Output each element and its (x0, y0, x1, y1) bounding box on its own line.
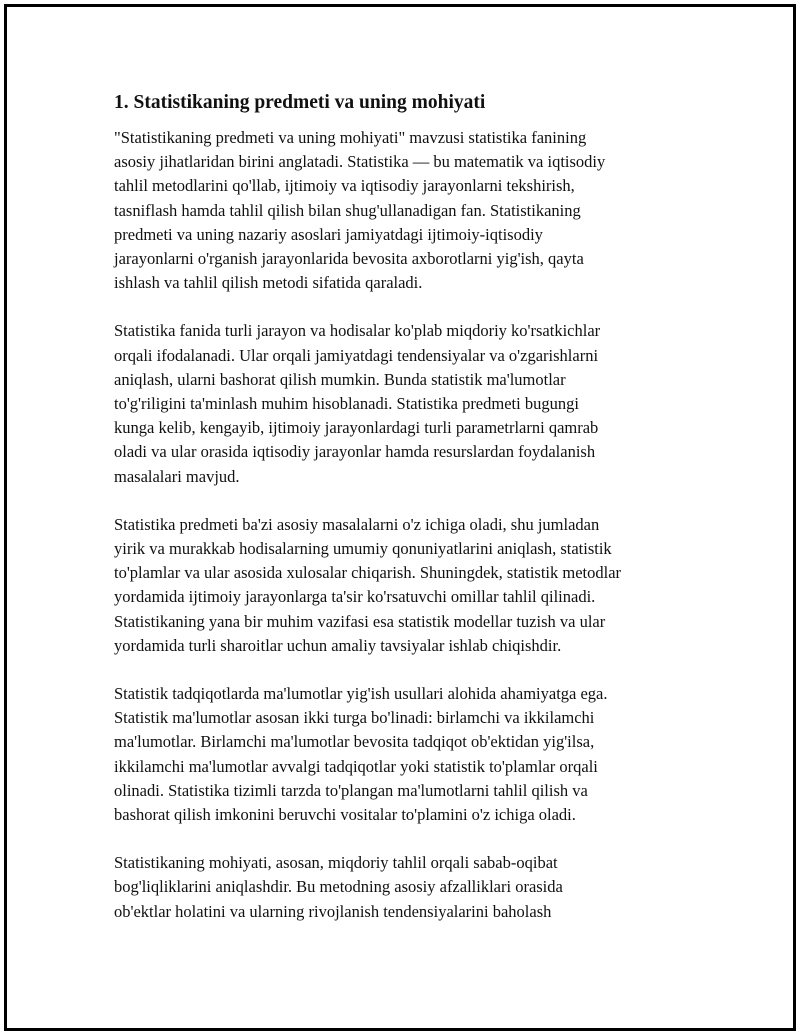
text-line: masalalari mavjud. (114, 466, 240, 486)
text-line: Statistik ma'lumotlar asosan ikki turga bo'linadi: birlamchi va ikkilamchi (114, 708, 595, 728)
text-line: ma'lumotlar. Birlamchi ma'lumotlar bevosita tadqiqot ob'ektidan yig'ilsa, (114, 732, 595, 752)
text-line: Statistikaning yana bir muhim vazifasi esa statistik modellar tuzish va ular (114, 611, 606, 631)
text-line: to'g'riligini ta'minlash muhim hisoblanadi. Statistika predmeti bugungi (114, 394, 579, 414)
text-line: yordamida ijtimoiy jarayonlarga ta'sir ko'rsatuvchi omillar tahlil qilinadi. (114, 587, 596, 607)
document-body (114, 90, 694, 948)
text-line: olinadi. Statistika tizimli tarzda to'plangan ma'lumotlarni tahlil qilish va (114, 780, 588, 800)
text-line: yirik va murakkab hodisalarning umumiy qonuniyatlarini aniqlash, statistik (114, 539, 612, 559)
text-line: Statistikaning mohiyati, asosan, miqdoriy tahlil orqali sabab-oqibat (114, 853, 558, 873)
paragraph-2 (114, 319, 694, 488)
text-line: kunga kelib, kengayib, ijtimoiy jarayonlardagi turli parametrlarni qamrab (114, 418, 599, 438)
text-line: predmeti va uning nazariy asoslari jamiyatdagi ijtimoiy-iqtisodiy (114, 224, 543, 244)
text-line: yordamida turli sharoitlar uchun amaliy tavsiyalar ishlab chiqishdir. (114, 635, 562, 655)
text-line: ishlash va tahlil qilish metodi sifatida qaraladi. (114, 273, 423, 293)
text-line: orqali ifodalanadi. Ular orqali jamiyatdagi tendensiyalar va o'zgarishlarni (114, 345, 599, 365)
paragraph-4 (114, 682, 694, 827)
text-line: asosiy jihatlaridan birini anglatadi. Statistika — bu matematik va iqtisodiy (114, 152, 606, 172)
page-title: 1. Statistikaning predmeti va uning mohiyati (114, 92, 486, 113)
text-line: tasniflash hamda tahlil qilish bilan shug'ullanadigan fan. Statistikaning (114, 200, 581, 220)
text-line: tahlil metodlarini qo'llab, ijtimoiy va iqtisodiy jarayonlarni tekshirish, (114, 176, 575, 196)
text-line: to'plamlar va ular asosida xulosalar chiqarish. Shuningdek, statistik metodlar (114, 563, 622, 583)
paragraph-1 (114, 126, 694, 295)
text-line: bog'liqliklarini aniqlashdir. Bu metodning asosiy afzalliklari orasida (114, 877, 563, 897)
text-line: Statistika predmeti ba'zi asosiy masalalarni o'z ichiga oladi, shu jumladan (114, 514, 600, 534)
text-line: "Statistikaning predmeti va uning mohiyati" mavzusi statistika fanining (114, 128, 587, 147)
text-line: ikkilamchi ma'lumotlar avvalgi tadqiqotlar yoki statistik to'plamlar orqali (114, 756, 598, 776)
paragraph-5 (114, 851, 694, 924)
text-line: aniqlash, ularni bashorat qilish mumkin. Bunda statistik ma'lumotlar (114, 369, 566, 389)
text-line: bashorat qilish imkonini beruvchi vositalar to'plamini o'z ichiga oladi. (114, 805, 576, 825)
text-line: Statistika fanida turli jarayon va hodisalar ko'plab miqdoriy ko'rsatkichlar (114, 321, 601, 341)
text-line: Statistik tadqiqotlarda ma'lumotlar yig'ish usullari alohida ahamiyatga ega. (114, 684, 608, 704)
text-line: ob'ektlar holatini va ularning rivojlanish tendensiyalarini baholash (114, 901, 552, 921)
paragraph-3 (114, 513, 694, 658)
text-line: jarayonlarni o'rganish jarayonlarida bevosita axborotlarni yig'ish, qayta (114, 249, 584, 269)
text-line: oladi va ular orasida iqtisodiy jarayonlar hamda resurslardan foydalanish (114, 442, 596, 462)
